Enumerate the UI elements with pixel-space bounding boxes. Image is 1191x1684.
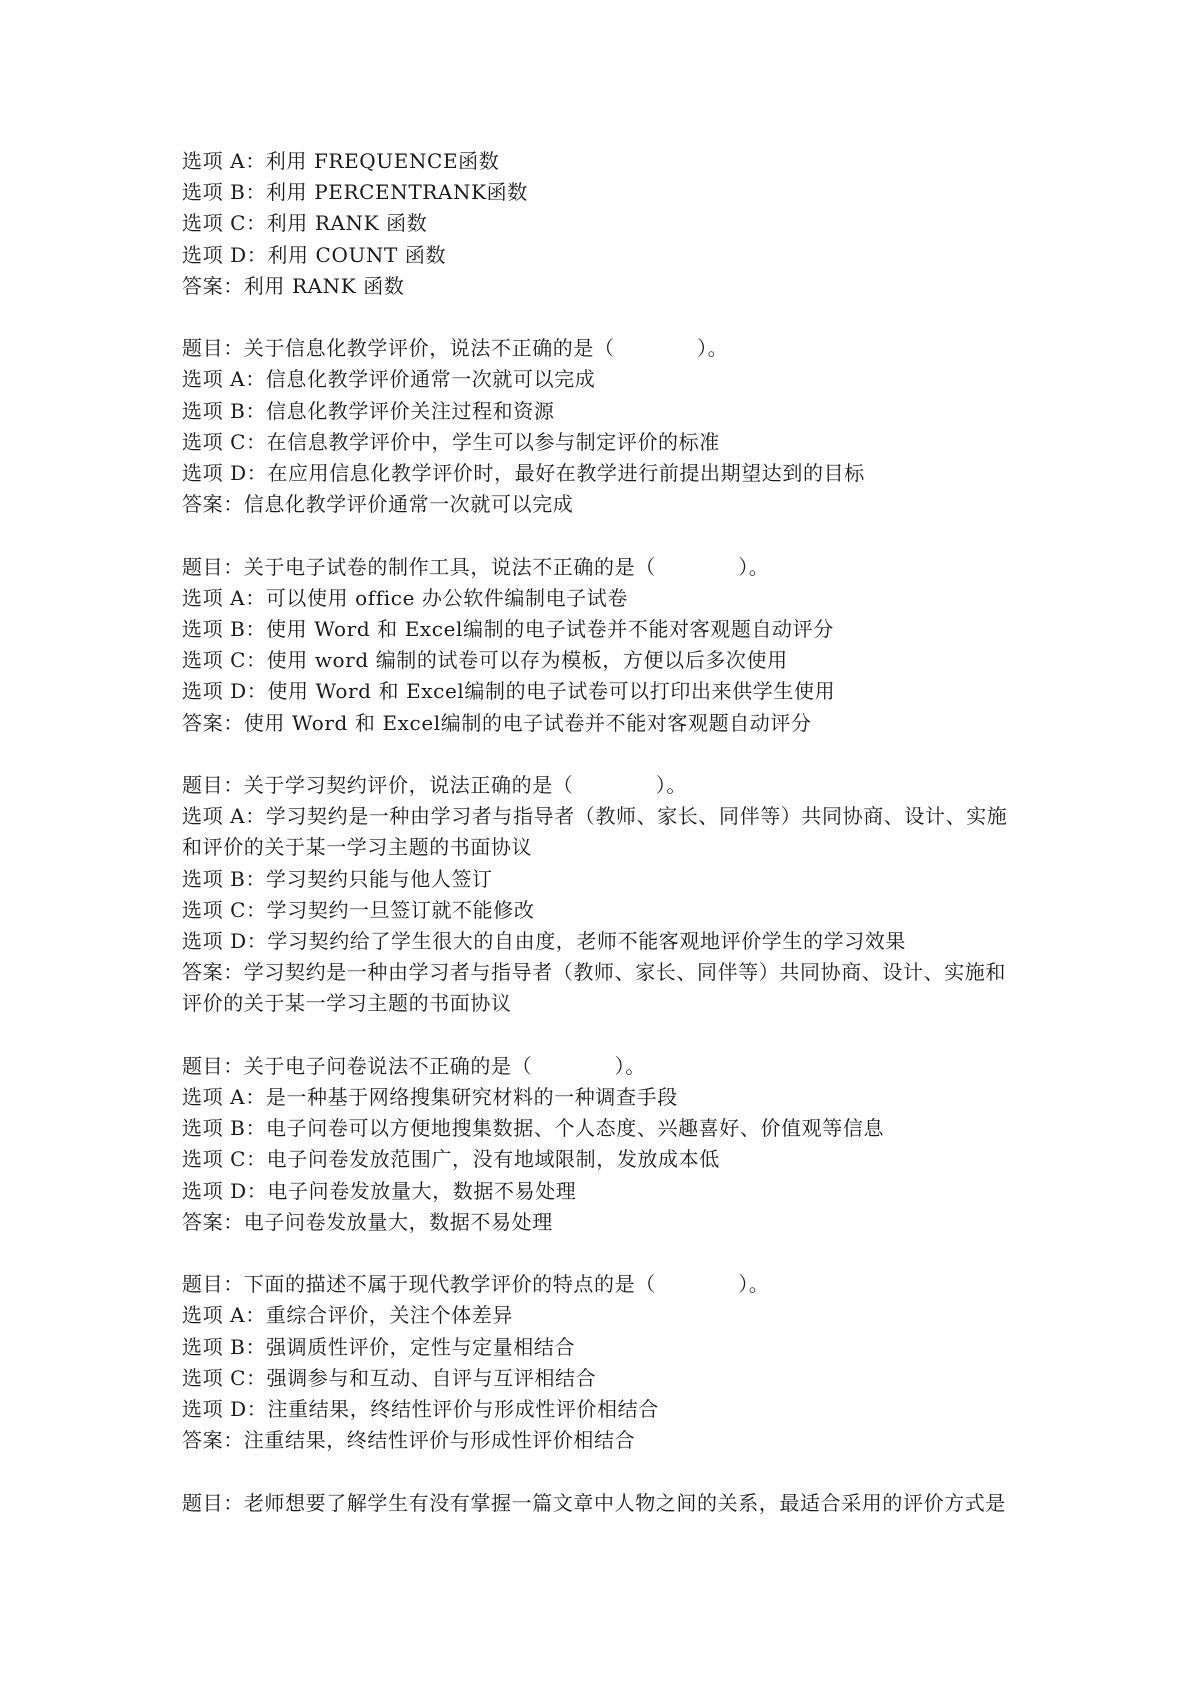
question-block (182, 552, 1022, 739)
text-line: 答案：信息化教学评价通常一次就可以完成 (182, 492, 574, 517)
question-block (182, 770, 1022, 1020)
text-line: 选项 B：学习契约只能与他人签订 (182, 866, 493, 891)
text-line: 选项 C：电子问卷发放范围广，没有地域限制，发放成本低 (182, 1147, 720, 1172)
question-block (182, 333, 1022, 520)
text-line: 选项 B：利用 PERCENTRANK函数 (182, 180, 528, 205)
text-line: 答案：学习契约是一种由学习者与指导者（教师、家长、同伴等）共同协商、设计、实施和评价的关于某一学习主题的书面协议 (182, 960, 1006, 1016)
text-line: 选项 D：使用 Word 和 Excel编制的电子试卷可以打印出来供学生使用 (182, 679, 836, 704)
text-line: 选项 A：利用 FREQUENCE函数 (182, 149, 500, 173)
text-line: 选项 D：电子问卷发放量大，数据不易处理 (182, 1178, 577, 1203)
text-line: 选项 B：强调质性评价，定性与定量相结合 (182, 1334, 576, 1359)
text-line: 答案：使用 Word 和 Excel编制的电子试卷并不能对客观题自动评分 (182, 710, 812, 735)
text-line: 选项 C：使用 word 编制的试卷可以存为模板，方便以后多次使用 (182, 648, 788, 673)
text-line: 选项 C：在信息教学评价中，学生可以参与制定评价的标准 (182, 429, 720, 454)
text-line: 选项 D：注重结果，终结性评价与形成性评价相结合 (182, 1397, 659, 1422)
text-line: 题目：老师想要了解学生有没有掌握一篇文章中人物之间的关系，最适合采用的评价方式是 (182, 1490, 1006, 1515)
text-line: 选项 A：信息化教学评价通常一次就可以完成 (182, 367, 596, 392)
document-page (182, 146, 1022, 1550)
text-line: 答案：电子问卷发放量大，数据不易处理 (182, 1209, 553, 1234)
question-block (182, 146, 1022, 302)
text-line: 选项 B：使用 Word 和 Excel编制的电子试卷并不能对客观题自动评分 (182, 617, 834, 642)
text-line: 答案：注重结果，终结性评价与形成性评价相结合 (182, 1428, 636, 1453)
text-line: 题目：关于电子问卷说法不正确的是（ ）。 (182, 1053, 646, 1078)
text-line: 题目：关于学习契约评价，说法正确的是（ ）。 (182, 773, 687, 798)
text-line: 选项 A：重综合评价，关注个体差异 (182, 1303, 514, 1328)
text-line: 选项 D：在应用信息化教学评价时，最好在教学进行前提出期望达到的目标 (182, 461, 865, 486)
text-line: 选项 A：是一种基于网络搜集研究材料的一种调查手段 (182, 1085, 678, 1110)
question-block (182, 1488, 1022, 1519)
text-line: 选项 D：学习契约给了学生很大的自由度，老师不能客观地评价学生的学习效果 (182, 929, 906, 954)
text-line: 选项 B：电子问卷可以方便地搜集数据、个人态度、兴趣喜好、价值观等信息 (182, 1116, 885, 1141)
text-line: 选项 A：学习契约是一种由学习者与指导者（教师、家长、同伴等）共同协商、设计、实施和评价的关于某一学习主题的书面协议 (182, 804, 1008, 860)
text-line: 选项 D：利用 COUNT 函数 (182, 242, 447, 267)
text-line: 选项 A：可以使用 office 办公软件编制电子试卷 (182, 585, 628, 610)
text-line: 选项 C：利用 RANK 函数 (182, 211, 428, 236)
text-line: 选项 C：学习契约一旦签订就不能修改 (182, 897, 535, 922)
text-line: 选项 B：信息化教学评价关注过程和资源 (182, 398, 555, 423)
text-line: 答案：利用 RANK 函数 (182, 273, 405, 298)
text-line: 题目：下面的描述不属于现代教学评价的特点的是（ ）。 (182, 1272, 770, 1297)
text-line: 题目：关于电子试卷的制作工具，说法不正确的是（ ）。 (182, 554, 770, 579)
question-block (182, 1051, 1022, 1238)
text-line: 题目：关于信息化教学评价，说法不正确的是（ ）。 (182, 336, 729, 361)
text-line: 选项 C：强调参与和互动、自评与互评相结合 (182, 1365, 597, 1390)
question-block (182, 1269, 1022, 1456)
